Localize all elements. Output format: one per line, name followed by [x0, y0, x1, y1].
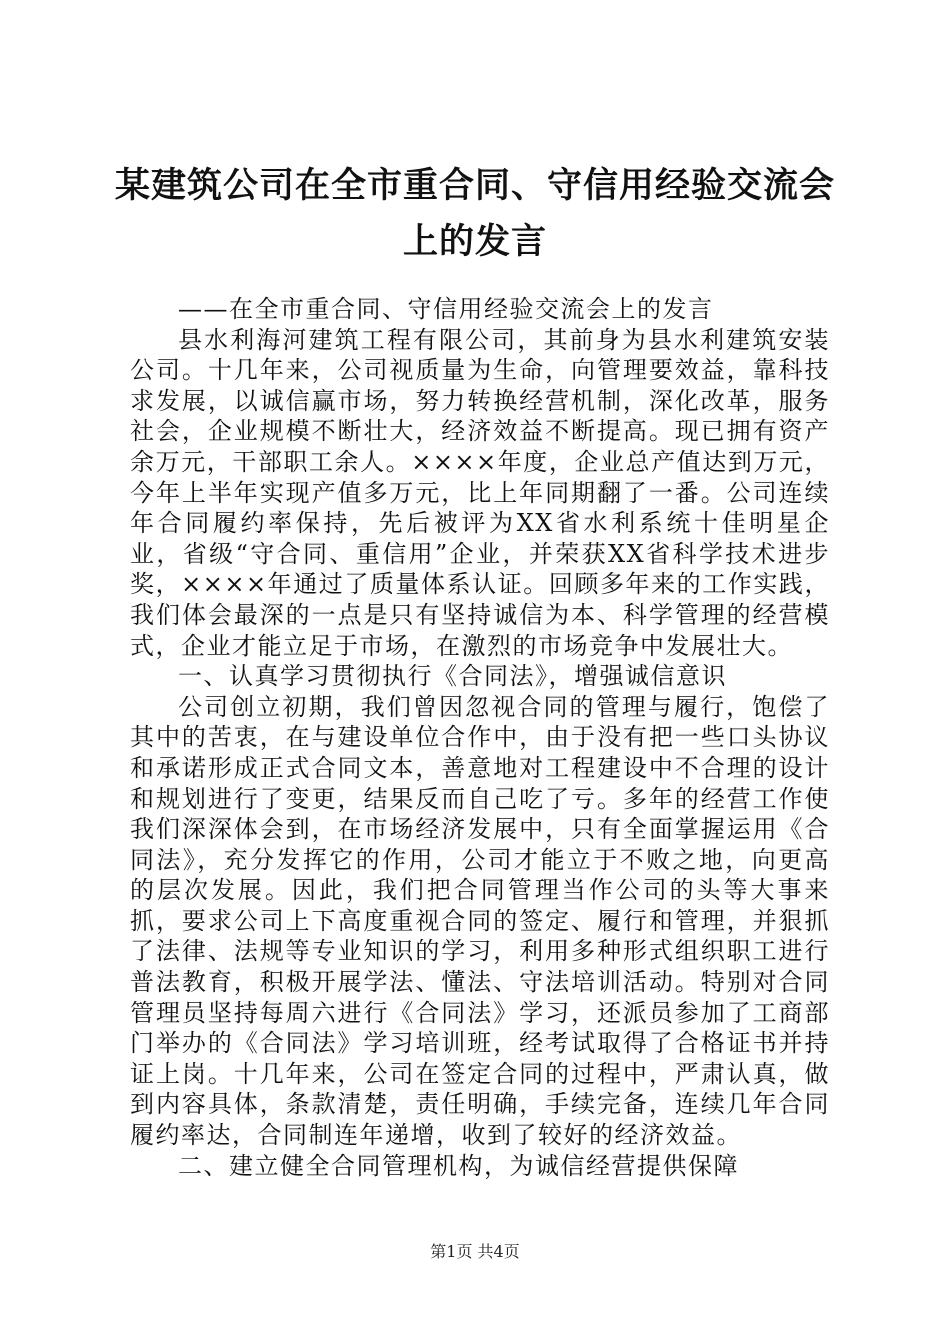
page-number-footer: 第1页 共4页 — [430, 1242, 520, 1261]
document-title: 某建筑公司在全市重合同、守信用经验交流会上的发言 — [114, 166, 835, 262]
section-1-paragraph: 公司创立初期，我们曾因忽视合同的管理与履行，饱偿了其中的苦衷，在与建设单位合作中，由于没有把一些口头协议和承诺形成正式合同文本，善意地对工程建设中不合理的设计和规划进行了变更，结果反而自己吃了亏。多年的经营工作使我们深深体会到，在市场经济发展中，只有全面掌握运用《合同法》，充分发挥它的作用，公司才能立于不败之地，向更高的层次发展。因此，我们把合同管理当作公司的头等大事来抓，要求公司上下高度重视合同的签定、履行和管理，并狠抓了法律、法规等专业知识的学习，利用多种形式组织职工进行普法教育，积极开展学法、懂法、守法培训活动。特别对合同管理员坚持每周六进行《合同法》学习，还派员参加了工商部门举办的《合同法》学习培训班，经考试取得了合格证书并持证上岗。十几年来，公司在签定合同的过程中，严肃认真，做到内容具体，条款清楚，责任明确，手续完备，连续几年合同履约率达，合同制连年递增，收到了较好的经济效益。 — [130, 692, 830, 1150]
subtitle-paragraph: ——在全市重合同、守信用经验交流会上的发言 — [178, 295, 714, 323]
document-body — [130, 294, 830, 1181]
section-heading-1: 一、认真学习贯彻执行《合同法》，增强诚信意识 — [178, 662, 727, 691]
section-heading-2: 二、建立健全合同管理机构，为诚信经营提供保障 — [178, 1151, 739, 1180]
intro-paragraph: 县水利海河建筑工程有限公司，其前身为县水利建筑安装公司。十几年来，公司视质量为生命，向管理要效益，靠科技求发展，以诚信赢市场，努力转换经营机制，深化改革，服务社会，企业规模不断壮大，经济效益不断提高。现已拥有资产余万元，干部职工余人。××××年度，企业总产值达到万元，今年上半年实现产值多万元，比上年同期翻了一番。公司连续年合同履约率保持，先后被评为XX省水利系统十佳明星企业，省级“守合同、重信用”企业，并荣获XX省科学技术进步奖，××××年通过了质量体系认证。回顾多年来的工作实践，我们体会最深的一点是只有坚持诚信为本、科学管理的经营模式，企业才能立足于市场，在激烈的市场竞争中发展壮大。 — [130, 325, 830, 660]
